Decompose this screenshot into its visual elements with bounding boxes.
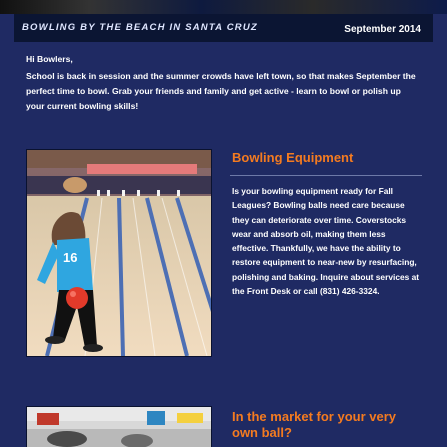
shirt-number-text: 16 xyxy=(63,250,78,265)
intro-body: School is back in session and the summer crowds have left town, so that makes September the perfect time to bowl. Grab your friends and family and get active - learn to bowl or polish up your current bowling skills! xyxy=(26,71,416,111)
header-tagline: BOWLING BY THE BEACH IN SANTA CRUZ xyxy=(22,22,258,33)
section-title-bowling-equipment: Bowling Equipment xyxy=(232,150,354,165)
intro-greeting: Hi Bowlers, xyxy=(26,54,73,64)
section-divider xyxy=(230,175,422,176)
intro-text xyxy=(26,52,421,116)
section-title-own-ball: In the market for your very own ball? xyxy=(232,409,396,440)
section-body-bowling-equipment: Is your bowling equipment ready for Fall Leagues? Bowling balls need care because they can deteriorate over time. Coverstocks wear and absorb oil, making them less effective. Thankfully, we have the ability to restore equipment to near-new by resurfacing, polishing and baking. Inquire about services at the Front Desk or call (831) 426-3324. xyxy=(232,186,420,297)
bowler-photo xyxy=(26,149,212,357)
shirt-number xyxy=(63,250,77,265)
header-photo-strip xyxy=(0,0,447,14)
issue-date: September 2014 xyxy=(344,24,421,35)
pro-shop-photo xyxy=(26,406,212,447)
